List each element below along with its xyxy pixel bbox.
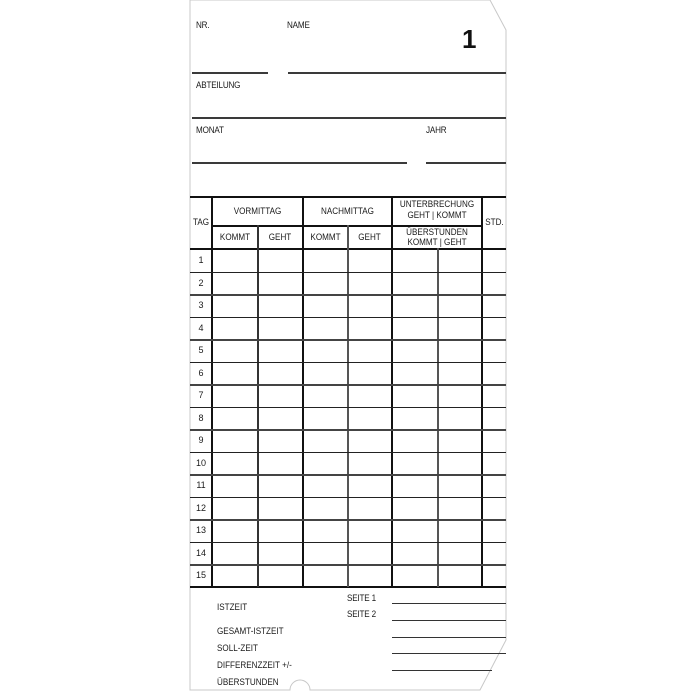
time-cell[interactable]	[304, 340, 347, 361]
time-cell[interactable]	[483, 318, 506, 339]
time-cell[interactable]	[349, 250, 391, 271]
time-cell[interactable]	[258, 363, 302, 384]
name-field-line[interactable]	[288, 72, 506, 74]
header-ueberstunden-sub: KOMMT | GEHT	[407, 237, 467, 247]
time-cell[interactable]	[393, 453, 437, 474]
time-cell[interactable]	[483, 430, 506, 451]
time-cell[interactable]	[438, 543, 481, 564]
time-cell[interactable]	[349, 273, 391, 294]
time-cell[interactable]	[393, 250, 437, 271]
time-cell[interactable]	[258, 475, 302, 496]
time-cell[interactable]	[483, 385, 506, 406]
header-nachmittag-kommt: KOMMT	[310, 232, 341, 242]
header-unterbrechung: UNTERBRECHUNG	[399, 199, 475, 209]
day-number: 12	[195, 502, 206, 513]
time-cell[interactable]	[213, 565, 257, 586]
time-cell[interactable]	[393, 408, 437, 429]
header-unterbrechung-sub: GEHT | KOMMT	[407, 210, 467, 220]
time-cell[interactable]	[349, 430, 391, 451]
time-cell[interactable]	[349, 363, 391, 384]
time-cell[interactable]	[393, 273, 437, 294]
day-number: 7	[198, 390, 204, 400]
day-number: 8	[198, 412, 204, 423]
day-number: 13	[195, 525, 206, 535]
header-ueberstunden: ÜBERSTUNDEN	[406, 227, 468, 237]
day-number: 9	[198, 435, 204, 445]
time-cell[interactable]	[483, 295, 506, 316]
header-vormittag-kommt: KOMMT	[219, 232, 251, 242]
monat-label: MONAT	[196, 125, 224, 135]
time-cell[interactable]	[483, 565, 506, 586]
time-cell[interactable]	[258, 565, 302, 586]
time-cell[interactable]	[349, 520, 391, 541]
table-top-border	[190, 196, 506, 198]
day-number: 5	[198, 345, 204, 355]
time-cell[interactable]	[304, 318, 347, 339]
time-cell[interactable]	[483, 363, 506, 384]
time-cell[interactable]	[304, 363, 347, 384]
time-cell[interactable]	[393, 565, 437, 586]
time-cell[interactable]	[483, 543, 506, 564]
time-cell[interactable]	[393, 385, 437, 406]
time-cell[interactable]	[483, 273, 506, 294]
jahr-label: JAHR	[426, 125, 447, 135]
seite1-label: SEITE 1	[347, 593, 376, 603]
time-cell[interactable]	[483, 475, 506, 496]
time-cell[interactable]	[349, 453, 391, 474]
time-cell[interactable]	[213, 498, 257, 519]
time-cell[interactable]	[213, 520, 257, 541]
differenzzeit-field-line[interactable]	[392, 670, 492, 671]
time-cell[interactable]	[438, 273, 481, 294]
nr-label: NR.	[196, 20, 210, 30]
soll-zeit-field-line[interactable]	[392, 653, 506, 654]
time-cell[interactable]	[258, 408, 302, 429]
time-cell[interactable]	[438, 385, 481, 406]
header-std: STD.	[485, 217, 504, 227]
time-cell[interactable]	[304, 475, 347, 496]
time-cell[interactable]	[438, 295, 481, 316]
time-cell[interactable]	[213, 430, 257, 451]
card-number: 1	[462, 24, 477, 54]
time-cell[interactable]	[349, 408, 391, 429]
time-cell[interactable]	[438, 565, 481, 586]
time-cell[interactable]	[393, 363, 437, 384]
soll-zeit-label: SOLL-ZEIT	[217, 643, 258, 653]
day-number: 4	[198, 322, 204, 333]
time-cell[interactable]	[393, 475, 437, 496]
time-cell[interactable]	[483, 340, 506, 361]
time-cell[interactable]	[258, 273, 302, 294]
time-cell[interactable]	[304, 273, 347, 294]
time-cell[interactable]	[213, 363, 257, 384]
time-cell[interactable]	[304, 430, 347, 451]
header-nachmittag-geht: GEHT	[358, 232, 381, 242]
time-cell[interactable]	[304, 453, 347, 474]
time-cell[interactable]	[213, 340, 257, 361]
abteilung-field-line[interactable]	[192, 117, 506, 119]
time-cell[interactable]	[438, 250, 481, 271]
time-cell[interactable]	[483, 408, 506, 429]
time-cell[interactable]	[393, 498, 437, 519]
time-cell[interactable]	[349, 295, 391, 316]
time-cell[interactable]	[258, 543, 302, 564]
seite1-field-line[interactable]	[392, 603, 506, 604]
time-cell[interactable]	[349, 318, 391, 339]
day-number: 3	[198, 300, 204, 310]
nr-field-line[interactable]	[192, 72, 268, 74]
abteilung-label: ABTEILUNG	[196, 80, 241, 90]
time-cell[interactable]	[393, 295, 437, 316]
time-cell[interactable]	[438, 453, 481, 474]
time-cell[interactable]	[393, 318, 437, 339]
jahr-field-line[interactable]	[426, 162, 506, 164]
header-nachmittag: NACHMITTAG	[321, 206, 374, 216]
time-cell[interactable]	[393, 340, 437, 361]
time-cell[interactable]	[258, 250, 302, 271]
day-number: 10	[195, 457, 206, 468]
time-cell[interactable]	[393, 520, 437, 541]
time-cell[interactable]	[304, 385, 347, 406]
time-cell[interactable]	[438, 520, 481, 541]
day-number: 11	[196, 480, 206, 490]
time-cell[interactable]	[258, 318, 302, 339]
time-cell[interactable]	[304, 408, 347, 429]
time-cell[interactable]	[438, 498, 481, 519]
monat-field-line[interactable]	[192, 162, 407, 164]
time-cell[interactable]	[483, 498, 506, 519]
time-cell[interactable]	[483, 453, 506, 474]
time-cell[interactable]	[258, 295, 302, 316]
time-cell[interactable]	[349, 543, 391, 564]
day-number: 2	[198, 277, 204, 288]
time-cell[interactable]	[304, 520, 347, 541]
differenzzeit-label: DIFFERENZZEIT +/-	[217, 660, 292, 670]
time-cell[interactable]	[258, 430, 302, 451]
time-cell[interactable]	[438, 363, 481, 384]
time-cell[interactable]	[304, 250, 347, 271]
name-label: NAME	[287, 20, 310, 30]
time-cell[interactable]	[349, 498, 391, 519]
time-cell[interactable]	[213, 385, 257, 406]
time-cell[interactable]	[438, 318, 481, 339]
header-vormittag: VORMITTAG	[233, 206, 282, 216]
time-cell[interactable]	[304, 498, 347, 519]
time-cell[interactable]	[258, 453, 302, 474]
time-cell[interactable]	[304, 543, 347, 564]
gesamt-istzeit-label: GESAMT-ISTZEIT	[217, 626, 284, 636]
time-cell[interactable]	[213, 295, 257, 316]
time-cell[interactable]	[483, 520, 506, 541]
time-cell[interactable]	[483, 250, 506, 271]
time-cell[interactable]	[438, 430, 481, 451]
time-cell[interactable]	[438, 408, 481, 429]
time-cell[interactable]	[438, 340, 481, 361]
time-cell[interactable]	[213, 318, 257, 339]
seite2-field-line[interactable]	[392, 620, 506, 621]
day-number: 6	[198, 367, 204, 378]
time-cell[interactable]	[213, 408, 257, 429]
time-cell[interactable]	[213, 250, 257, 271]
seite2-label: SEITE 2	[347, 609, 376, 619]
time-cell[interactable]	[213, 273, 257, 294]
time-cell[interactable]	[304, 295, 347, 316]
time-cell[interactable]	[213, 453, 257, 474]
time-cell[interactable]	[438, 475, 481, 496]
time-cell[interactable]	[258, 340, 302, 361]
time-cell[interactable]	[213, 475, 257, 496]
istzeit-label: ISTZEIT	[217, 602, 248, 612]
ueberstunden-label: ÜBERSTUNDEN	[217, 677, 279, 687]
time-cell[interactable]	[213, 543, 257, 564]
day-number: 1	[198, 255, 204, 265]
time-cell[interactable]	[258, 520, 302, 541]
time-cell[interactable]	[258, 385, 302, 406]
day-number: 15	[195, 570, 206, 580]
time-cell[interactable]	[349, 565, 391, 586]
time-cell[interactable]	[349, 475, 391, 496]
time-cell[interactable]	[258, 498, 302, 519]
time-cell[interactable]	[349, 340, 391, 361]
header-tag: TAG	[192, 217, 210, 227]
time-cell[interactable]	[304, 565, 347, 586]
gesamt-istzeit-field-line[interactable]	[392, 637, 506, 638]
time-cell[interactable]	[393, 543, 437, 564]
time-cell[interactable]	[349, 385, 391, 406]
time-cell[interactable]	[393, 430, 437, 451]
header-vormittag-geht: GEHT	[268, 232, 292, 242]
day-number: 14	[195, 547, 206, 558]
